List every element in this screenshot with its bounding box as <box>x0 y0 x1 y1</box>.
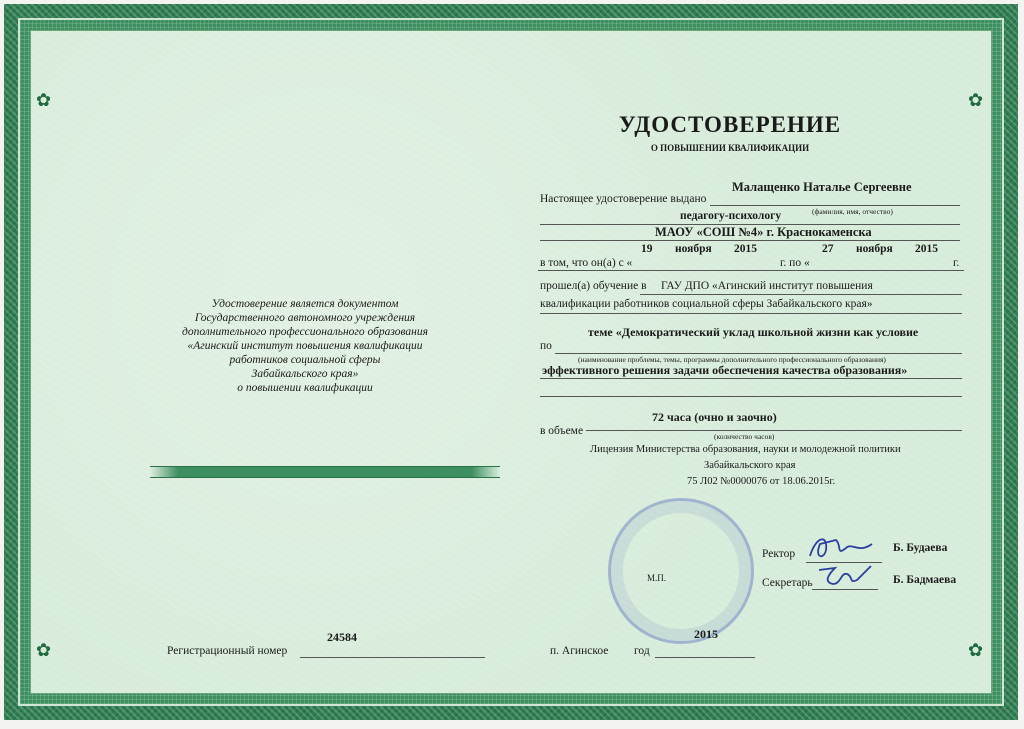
underline <box>540 378 962 379</box>
left-note <box>150 297 460 395</box>
ornament-icon: ✿ <box>36 640 52 660</box>
recipient-name: Малащенко Наталье Сергеевне <box>732 180 912 194</box>
institute-line1: ГАУ ДПО «Агинский институт повышения <box>661 280 873 292</box>
training-label: прошел(а) обучение в <box>540 280 647 292</box>
ornament-icon: ✿ <box>968 90 984 110</box>
topic-line1: теме «Демократический уклад школьной жизни как условие <box>588 325 919 339</box>
rector-label: Ректор <box>762 548 796 560</box>
license-line3: 75 Л02 №0000076 от 18.06.2015г. <box>687 476 836 487</box>
secretary-label: Секретарь <box>762 577 813 589</box>
secretary-name: Б. Бадмаева <box>893 574 957 586</box>
ornamental-divider <box>150 466 500 478</box>
volume-label: в объеме <box>540 425 584 437</box>
topic-label: по <box>540 340 552 352</box>
end-year: 2015 <box>915 243 938 255</box>
page-subtitle: О ПОВЫШЕНИИ КВАЛИФИКАЦИИ <box>650 143 810 153</box>
license-line1: Лицензия Министерства образования, науки и молодежной политики <box>590 444 901 455</box>
start-month: ноября <box>675 243 712 255</box>
secretary-signature-icon <box>815 560 875 590</box>
rector-signature-icon <box>806 530 876 564</box>
organization: МАОУ «СОШ №4» г. Краснокаменска <box>655 225 872 239</box>
issued-to-label: Настоящее удостоверение выдано <box>540 193 707 205</box>
year-label: год <box>634 645 650 657</box>
ornament-icon: ✿ <box>36 90 52 110</box>
ornament-icon: ✿ <box>968 640 984 660</box>
reg-number: 24584 <box>327 630 357 644</box>
institute-line2: квалификации работников социальной сферы Забайкальского края» <box>540 298 873 310</box>
underline <box>812 589 878 590</box>
topic-line2: эффективного решения задачи обеспечения качества образования» <box>542 363 908 377</box>
period-prefix: в том, что он(а) с « <box>540 257 633 269</box>
underline <box>640 294 962 295</box>
official-seal <box>608 498 754 644</box>
underline <box>555 353 962 354</box>
period-middle: г. по « <box>780 257 810 269</box>
place: п. Агинское <box>550 645 609 657</box>
underline <box>710 205 960 206</box>
underline <box>540 396 962 397</box>
underline <box>540 313 962 314</box>
year-value: 2015 <box>694 627 718 641</box>
left-note-line: дополнительного профессионального образования <box>182 326 428 338</box>
left-note-line: Удостоверение является документом <box>211 298 399 310</box>
position: педагогу-психологу <box>680 210 782 222</box>
volume-hint: (количество часов) <box>714 432 775 441</box>
underline <box>538 270 964 271</box>
reg-label: Регистрационный номер <box>167 645 288 657</box>
left-note-line: Забайкальского края» <box>251 368 359 380</box>
license-line2: Забайкальского края <box>704 460 796 471</box>
rector-name: Б. Будаева <box>893 542 948 554</box>
end-month: ноября <box>856 243 893 255</box>
page-title: УДОСТОВЕРЕНИЕ <box>618 112 842 137</box>
left-note-line: Государственного автономного учреждения <box>194 312 416 324</box>
topic-hint: (наименование проблемы, темы, программы дополнительного профессионального образования) <box>578 355 886 364</box>
underline <box>540 240 960 241</box>
left-note-line: работников социальной сферы <box>229 354 381 366</box>
start-year: 2015 <box>734 243 757 255</box>
left-note-line: о повышении квалификации <box>237 382 373 394</box>
period-end: г. <box>953 257 960 269</box>
left-note-line: «Агинский институт повышения квалификации <box>187 340 423 352</box>
underline <box>586 430 962 431</box>
underline <box>655 657 755 658</box>
seal-label: М.П. <box>647 573 667 583</box>
start-day: 19 <box>641 243 653 255</box>
underline <box>300 657 485 658</box>
name-hint: (фамилия, имя, отчество) <box>812 207 893 216</box>
end-day: 27 <box>822 243 834 255</box>
volume-value: 72 часа (очно и заочно) <box>652 410 777 424</box>
